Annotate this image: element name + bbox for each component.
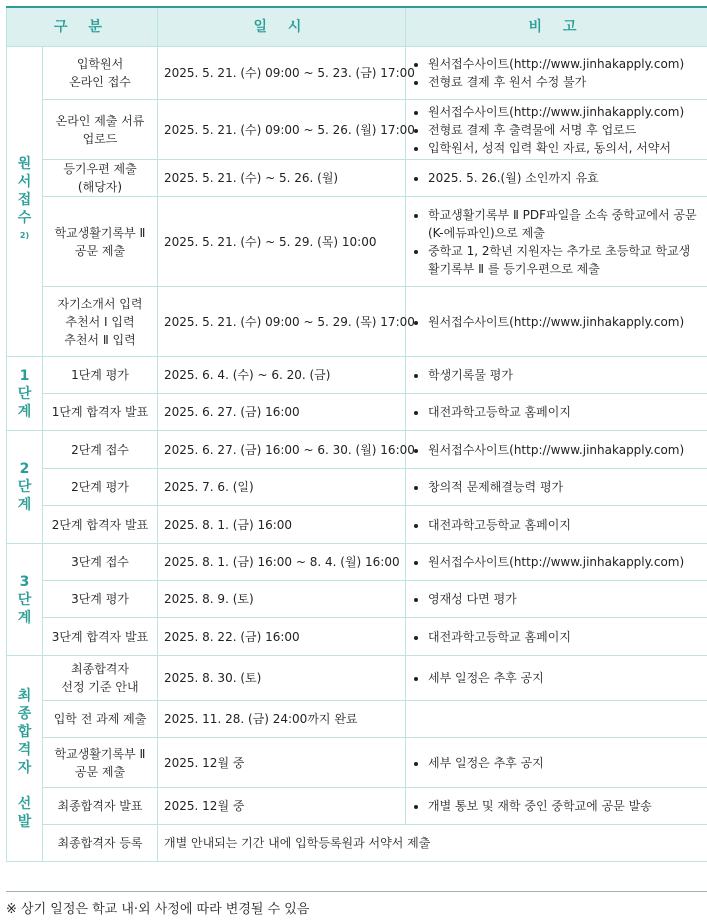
item-label-line: 3단계 접수 [71,555,129,569]
section-label-char: 서 [17,173,32,190]
remark-item: • 원서접수사이트(http://www.jinhakapply.com) [428,103,701,121]
item-label-line: 2단계 접수 [71,442,129,457]
remarks-cell [406,581,707,618]
section-label [7,544,43,656]
remarks-list [412,628,701,646]
table-row [7,160,707,197]
remark-item: • 대전과학고등학교 홈페이지 [428,628,701,646]
remarks-list [412,403,701,421]
date-cell: 2025. 5. 21. (수) 09:00 ~ 5. 29. (목) 17:00 [158,287,406,357]
header-datetime: 일 시 [158,7,406,47]
table-row [7,656,707,701]
date-cell: 2025. 8. 9. (토) [158,581,406,618]
remarks-list [412,206,701,278]
item-label-line: 최종합격자 [71,662,129,676]
remark-item: • 2025. 5. 26.(월) 소인까지 유효 [428,169,701,187]
section-label-char: 발 [17,813,32,830]
remark-item: • 학생기록물 평가 [428,366,701,384]
date-cell: 2025. 8. 22. (금) 16:00 [158,618,406,656]
table-row [7,47,707,100]
date-cell: 2025. 8. 1. (금) 16:00 [158,506,406,544]
section-label-char: 종 [17,705,32,722]
remarks-cell [406,738,707,788]
remark-item: • 세부 일정은 추후 공지 [428,669,701,687]
section-label-char: 계 [17,403,32,420]
item-cell [43,581,158,618]
item-label-line: 추천서 Ⅰ 입력 [65,314,135,329]
header-category: 구 분 [7,7,158,47]
item-cell [43,100,158,160]
section-label [7,357,43,431]
date-cell: 2025. 6. 27. (금) 16:00 ~ 6. 30. (월) 16:00 [158,431,406,469]
item-label-line: 학교생활기록부 Ⅱ [54,225,146,240]
item-label-line: 학교생활기록부 Ⅱ [54,746,146,761]
table-header-row [7,7,707,47]
date-cell: 2025. 5. 21. (수) 09:00 ~ 5. 26. (월) 17:00 [158,100,406,160]
item-cell [43,656,158,701]
table-row [7,287,707,357]
table-row [7,618,707,656]
remarks-cell [406,656,707,701]
remarks-cell [406,618,707,656]
section-label-char [13,777,36,795]
remark-item: • 원서접수사이트(http://www.jinhakapply.com) [428,441,701,459]
section-label [7,656,43,862]
table-row [7,825,707,862]
date-cell: 개별 안내되는 기간 내에 입학등록원과 서약서 제출 [158,825,707,862]
table-row [7,100,707,160]
remarks-cell [406,357,707,394]
item-cell [43,287,158,357]
table-row [7,469,707,506]
remarks-cell [406,160,707,197]
remarks-list [412,590,701,608]
date-cell: 2025. 6. 27. (금) 16:00 [158,394,406,431]
remarks-cell [406,469,707,506]
item-cell [43,506,158,544]
remarks-list [412,441,701,459]
remarks-list [412,55,701,91]
section-label-char: 계 [17,609,32,626]
table-row [7,506,707,544]
table-row [7,544,707,581]
remarks-list [412,669,701,687]
item-label-line: 최종합격자 등록 [57,836,143,850]
table-row [7,197,707,287]
table-row [7,701,707,738]
date-cell: 2025. 5. 21. (수) 09:00 ~ 5. 23. (금) 17:00 [158,47,406,100]
item-cell [43,469,158,506]
section-label-char: 합 [17,723,32,740]
item-cell [43,431,158,469]
date-cell: 2025. 12월 중 [158,738,406,788]
item-label-line: 1단계 평가 [71,368,129,382]
remark-item: • 입학원서, 성적 입력 확인 자료, 동의서, 서약서 [428,139,701,157]
section-label-char: 최 [17,687,32,704]
date-cell: 2025. 5. 21. (수) ~ 5. 26. (월) [158,160,406,197]
item-label-line: 공문 제출 [74,764,126,779]
table-row [7,431,707,469]
date-cell: 2025. 5. 21. (수) ~ 5. 29. (목) 10:00 [158,197,406,287]
item-label-line: 최종합격자 발표 [57,799,143,813]
table-row [7,738,707,788]
section-label-char: 1 [19,367,30,384]
item-label-line: 입학 전 과제 제출 [53,712,147,726]
date-cell: 2025. 11. 28. (금) 24:00까지 완료 [158,701,406,738]
item-label-line: 등기우편 제출 [63,162,137,176]
section-label-char: 2 [19,461,30,477]
table-row [7,581,707,618]
item-label-line: 추천서 Ⅱ 입력 [64,332,136,347]
remarks-cell [406,701,707,738]
header-remarks: 비 고 [406,7,707,47]
item-cell [43,47,158,100]
date-cell: 2025. 8. 30. (토) [158,656,406,701]
remark-item: • 전형료 결제 후 원서 수정 불가 [428,73,701,91]
table-row [7,394,707,431]
item-label-line: 온라인 접수 [69,75,131,89]
remarks-cell [406,544,707,581]
remark-item: • 영재성 다면 평가 [428,590,701,608]
remark-item: • 창의적 문제해결능력 평가 [428,478,701,496]
table-row [7,357,707,394]
remarks-list [412,754,701,772]
item-cell [43,160,158,197]
remarks-cell [406,431,707,469]
section-label [7,431,43,544]
remark-item: • 대전과학고등학교 홈페이지 [428,516,701,534]
footnote: ※ 상기 일정은 학교 내·외 사정에 따라 변경될 수 있음 [6,902,310,917]
item-label-line: 입학원서 [76,57,124,71]
remarks-cell [406,788,707,825]
item-label-line: 자기소개서 입력 [57,296,143,311]
section-label-char: 접 [17,191,32,208]
remarks-cell [406,197,707,287]
item-cell [43,394,158,431]
remarks-list [412,169,701,187]
remarks-list [412,516,701,534]
remark-item: • 중학교 1, 2학년 지원자는 추가로 초등학교 학교생활기록부 Ⅱ 를 등기우편으로 제출 [428,242,701,278]
table-row [7,788,707,825]
item-label-line: 1단계 합격자 발표 [51,405,149,419]
date-cell: 2025. 12월 중 [158,788,406,825]
item-label-line: (해당자) [77,180,123,194]
item-label-line: 3단계 평가 [71,592,129,606]
section-label-char: 선 [17,795,32,812]
remarks-list [412,478,701,496]
schedule-table [6,6,707,862]
remarks-cell [406,394,707,431]
item-label-line: 2단계 평가 [71,480,129,494]
bottom-rule [6,891,707,892]
remarks-cell [406,287,707,357]
item-cell [43,197,158,287]
section-label-char: 계 [17,497,32,513]
section-label-note: 2) [19,230,30,240]
item-cell [43,738,158,788]
remarks-list [412,313,701,331]
item-label-line: 공문 제출 [74,243,126,258]
section-label-char: 단 [17,385,32,402]
remarks-cell [406,47,707,100]
date-cell: 2025. 7. 6. (일) [158,469,406,506]
section-label-char: 단 [17,591,32,608]
item-label-line: 온라인 제출 서류 [55,113,145,128]
remark-item: • 대전과학고등학교 홈페이지 [428,403,701,421]
item-label-line: 선정 기준 안내 [61,680,139,694]
remark-item: • 학교생활기록부 Ⅱ PDF파일을 소속 중학교에서 공문(K-에듀파인)으로 제출 [428,206,701,242]
remark-item: • 세부 일정은 추후 공지 [428,754,701,772]
table-body [7,47,707,862]
item-cell [43,357,158,394]
section-label [7,47,43,357]
date-cell: 2025. 8. 1. (금) 16:00 ~ 8. 4. (월) 16:00 [158,544,406,581]
section-label-char: 격 [17,741,32,758]
remarks-list [412,103,701,157]
remark-item: • 원서접수사이트(http://www.jinhakapply.com) [428,553,701,571]
item-label-line: 업로드 [82,131,118,146]
item-cell [43,701,158,738]
item-label-line: 2단계 합격자 발표 [51,517,149,532]
remarks-list [412,553,701,571]
section-label-char: 수 [17,209,32,226]
item-label-line: 3단계 합격자 발표 [51,629,149,644]
item-cell [43,618,158,656]
section-label-char: 단 [17,479,32,495]
section-label-char: 원 [17,155,32,172]
section-label-char: 3 [19,573,30,590]
item-cell [43,825,158,862]
remarks-cell [406,100,707,160]
remarks-list [412,797,701,815]
date-cell: 2025. 6. 4. (수) ~ 6. 20. (금) [158,357,406,394]
item-cell [43,788,158,825]
item-cell [43,544,158,581]
section-label-char: 자 [17,759,32,776]
remark-item: • 전형료 결제 후 출력물에 서명 후 업로드 [428,121,701,139]
remark-item: • 개별 통보 및 재학 중인 중학교에 공문 발송 [428,797,701,815]
remarks-cell [406,506,707,544]
remarks-list [412,366,701,384]
remark-item: • 원서접수사이트(http://www.jinhakapply.com) [428,313,701,331]
remark-item: • 원서접수사이트(http://www.jinhakapply.com) [428,55,701,73]
